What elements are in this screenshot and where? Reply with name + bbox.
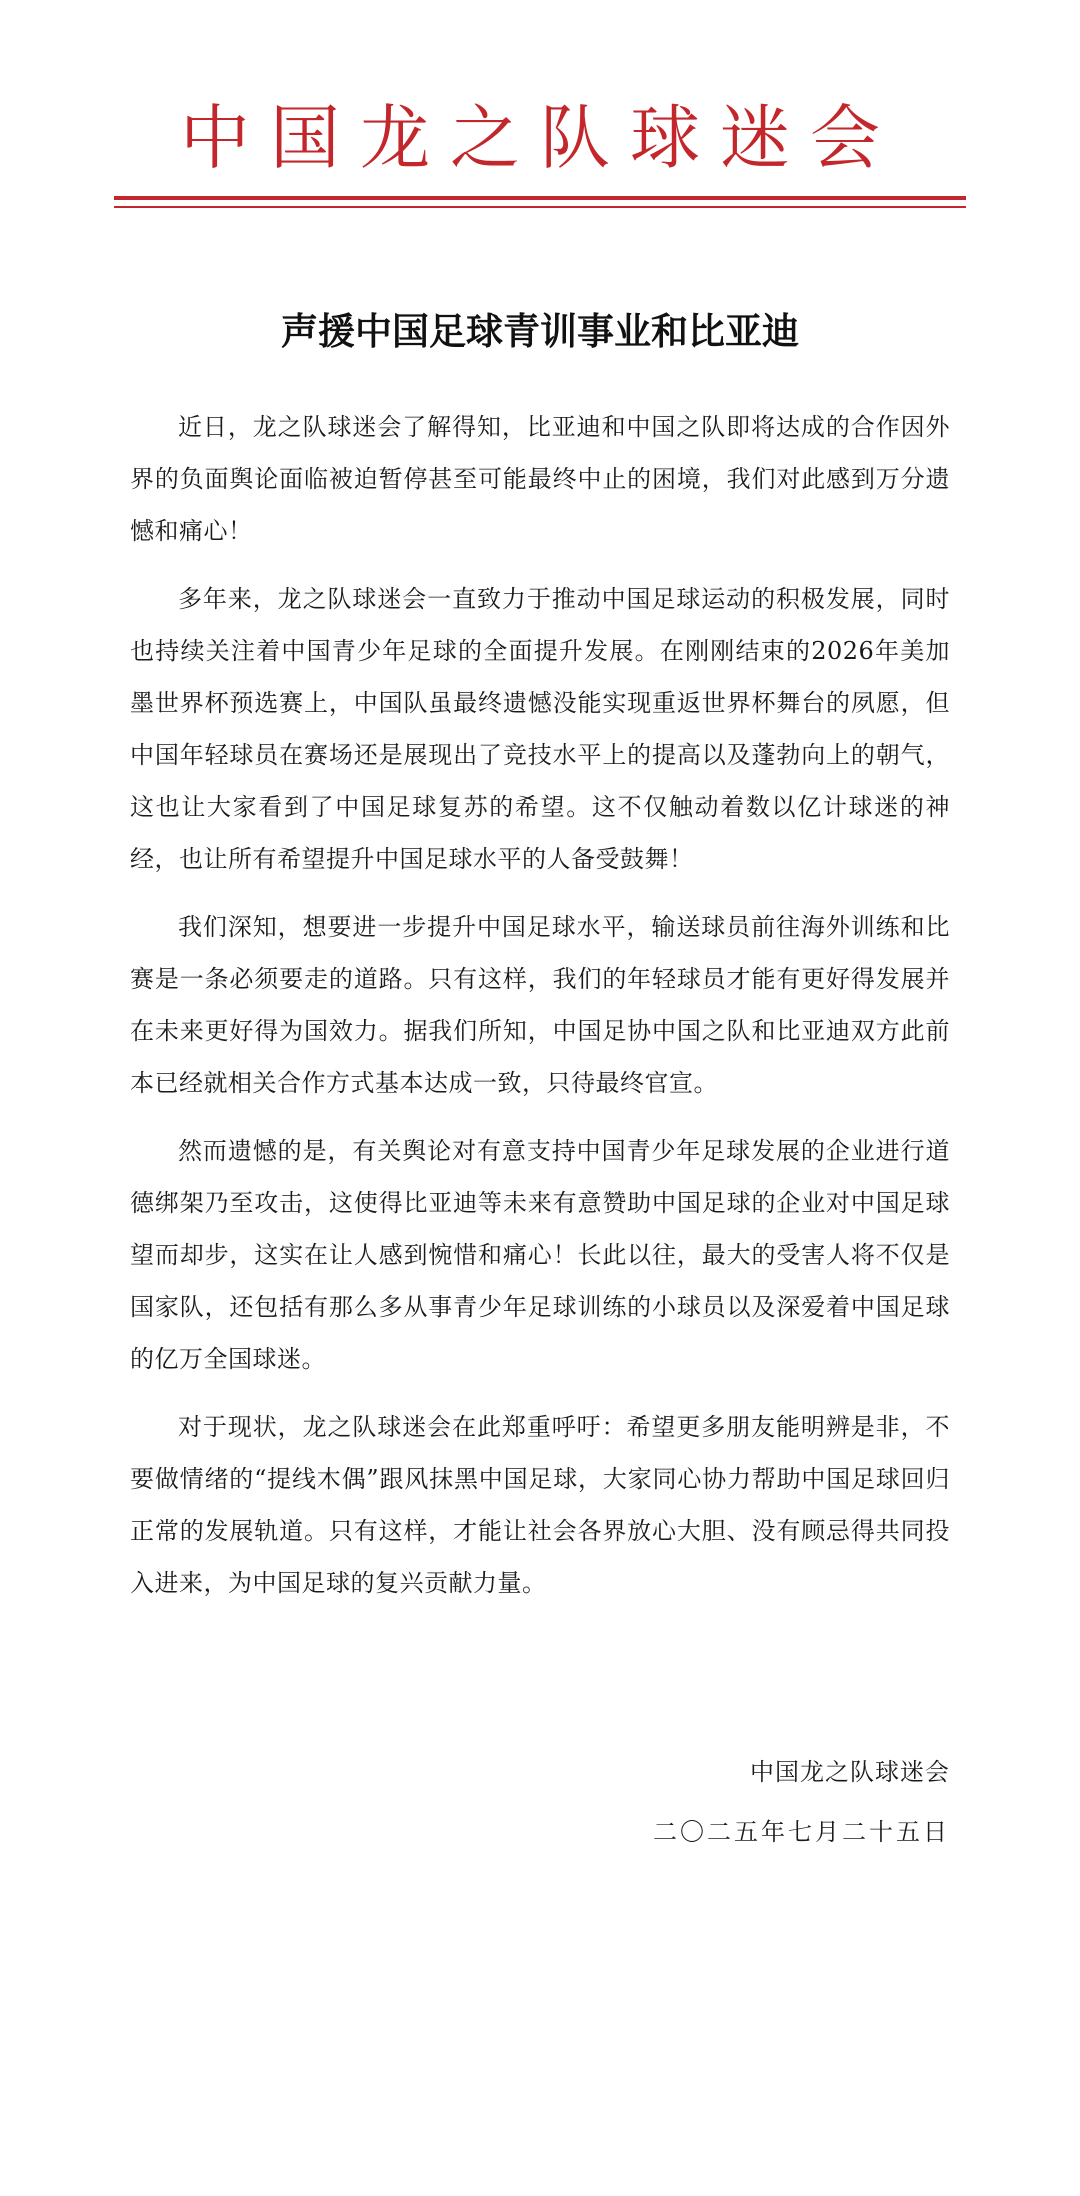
paragraph: 近日，龙之队球迷会了解得知，比亚迪和中国之队即将达成的合作因外界的负面舆论面临被迫暂停甚至可能最终中止的困境，我们对此感到万分遗憾和痛心！ [130,413,950,545]
paragraph: 多年来，龙之队球迷会一直致力于推动中国足球运动的积极发展，同时也持续关注着中国青少年足球的全面提升发展。在刚刚结束的2026年美加墨世界杯预选赛上，中国队虽最终遗憾没能实现重返世界杯舞台的夙愿，但中国年轻球员在赛场还是展现出了竞技水平上的提高以及蓬勃向上的朝气，这也让大家看到了中国足球复苏的希望。这不仅触动着数以亿计球迷的神经，也让所有希望提升中国足球水平的人备受鼓舞！ [130,585,950,873]
document-title: 声援中国足球青训事业和比亚迪 [281,309,799,353]
document-body [130,401,950,1625]
letterhead-rule-thick [114,196,966,200]
paragraph: 对于现状，龙之队球迷会在此郑重呼吁：希望更多朋友能明辨是非，不要做情绪的“提线木偶”跟风抹黑中国足球，大家同心协力帮助中国足球回归正常的发展轨道。只有这样，才能让社会各界放心大胆、没有顾忌得共同投入进来，为中国足球的复兴贡献力量。 [130,1413,950,1597]
signature: 中国龙之队球迷会 [750,1758,950,1786]
document-date: 二〇二五年七月二十五日 [653,1818,950,1846]
paragraph: 我们深知，想要进一步提升中国足球水平，输送球员前往海外训练和比赛是一条必须要走的道路。只有这样，我们的年轻球员才能有更好得发展并在未来更好得为国效力。据我们所知，中国足协中国之队和比亚迪双方此前本已经就相关合作方式基本达成一致，只待最终官宣。 [130,913,950,1097]
letterhead-title: 中国龙之队球迷会 [180,97,900,179]
letterhead-rule-thin [114,206,966,208]
paragraph: 然而遗憾的是，有关舆论对有意支持中国青少年足球发展的企业进行道德绑架乃至攻击，这使得比亚迪等未来有意赞助中国足球的企业对中国足球望而却步，这实在让人感到惋惜和痛心！长此以往，最大的受害人将不仅是国家队，还包括有那么多从事青少年足球训练的小球员以及深爱着中国足球的亿万全国球迷。 [130,1137,950,1373]
